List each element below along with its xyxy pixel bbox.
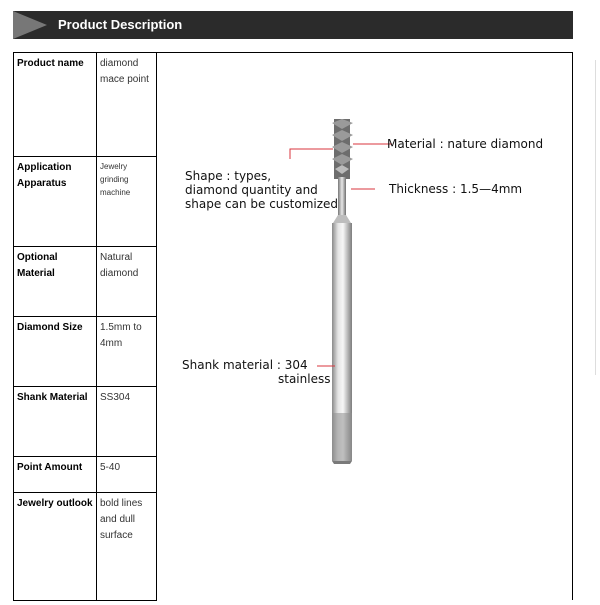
spec-row xyxy=(14,53,157,157)
shape-label: diamond quantity and xyxy=(185,183,318,197)
spec-row xyxy=(14,157,157,247)
shank-label: stainless xyxy=(278,372,331,386)
thickness-label: Thickness : 1.5—4mm xyxy=(389,182,523,196)
divider xyxy=(595,60,596,375)
section-title: Product Description xyxy=(58,17,183,32)
diamond-head xyxy=(332,119,353,179)
spec-value: bold lines and dull surface xyxy=(97,493,157,601)
header-arrow-icon xyxy=(13,11,47,39)
spec-label: Diamond Size xyxy=(14,317,97,387)
spec-label: Product name xyxy=(14,53,97,157)
spec-row xyxy=(14,457,157,493)
spec-label: Point Amount xyxy=(14,457,97,493)
spec-row xyxy=(14,493,157,601)
spec-label: Application Apparatus xyxy=(14,157,97,247)
tool-neck xyxy=(338,177,346,217)
spec-label: Optional Material xyxy=(14,247,97,317)
spec-value: 1.5mm to 4mm xyxy=(97,317,157,387)
spec-value: Natural diamond xyxy=(97,247,157,317)
product-figure xyxy=(157,53,573,600)
spec-value: diamond mace point xyxy=(97,53,157,157)
shape-label: shape can be customized xyxy=(185,197,339,211)
spec-row xyxy=(14,317,157,387)
spec-label: Shank Material xyxy=(14,387,97,457)
spec-table xyxy=(13,52,157,601)
spec-value: Jewelry grinding machine xyxy=(97,157,157,247)
spec-value: 5-40 xyxy=(97,457,157,493)
spec-row xyxy=(14,247,157,317)
material-label: Material : nature diamond xyxy=(387,137,544,151)
spec-value: SS304 xyxy=(97,387,157,457)
shank-label: Shank material : 304 xyxy=(182,358,308,372)
shape-label: Shape : types, xyxy=(185,169,272,183)
diamond-mace-point-image xyxy=(157,53,573,600)
spec-label: Jewelry outlook xyxy=(14,493,97,601)
section-header xyxy=(13,11,573,39)
spec-row xyxy=(14,387,157,457)
